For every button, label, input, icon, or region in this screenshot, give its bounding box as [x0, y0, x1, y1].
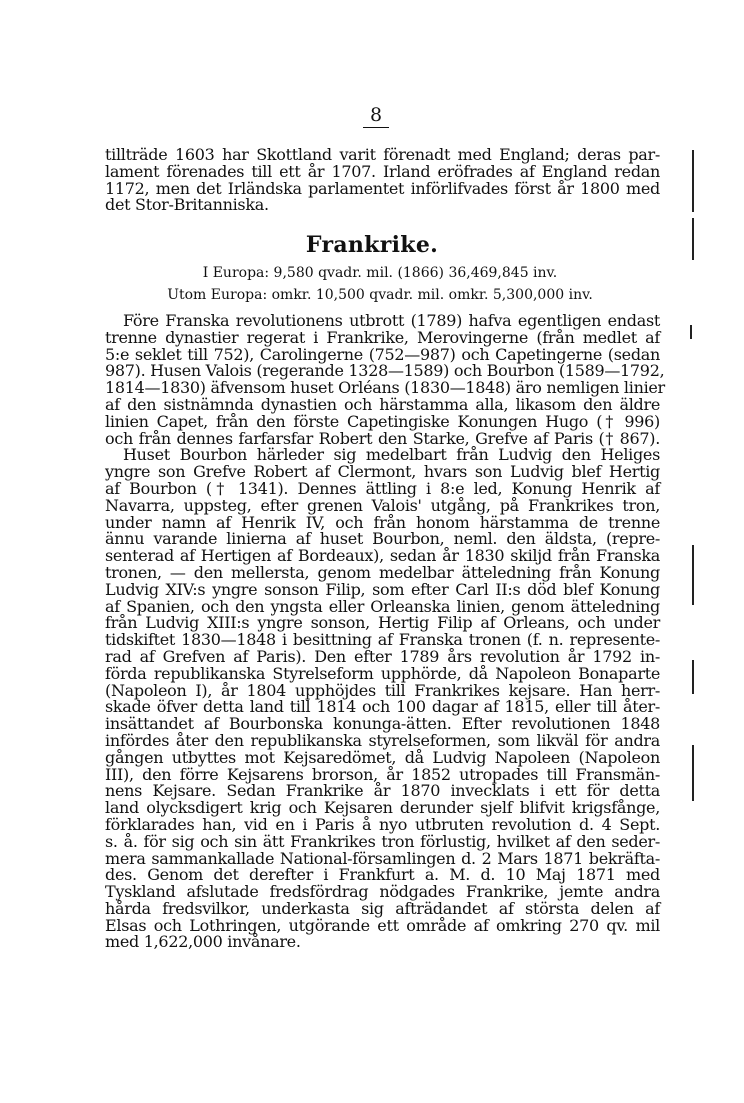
margin-mark: [692, 545, 694, 605]
text-line: Ludvig XIV:s yngre sonson Filip, som efter Carl II:s död blef Konung: [105, 579, 660, 599]
text-line: des. Genom det derefter i Frankfurt a. M. d. 10 Maj 1871 med: [105, 865, 660, 885]
text-line: (Napoleon I), år 1804 upphöjdes till Frankrikes kejsare. Han herr-: [105, 680, 660, 700]
text-line: 1172, men det Irländska parlamentet införlifvades först år 1800 med: [105, 178, 660, 198]
margin-mark: [692, 660, 694, 694]
text-line: af Bourbon († 1341). Dennes ättling i 8:e led, Konung Henrik af: [105, 478, 660, 498]
text-line: infördes åter den republikanska styrelseformen, som likväl för andra: [105, 730, 660, 750]
text-line: och från dennes farfarsfar Robert den Starke, Grefve af Paris († 867).: [105, 428, 660, 448]
text-line: senterad af Hertigen af Bordeaux), sedan år 1830 skiljd från Franska: [105, 546, 660, 566]
text-line: med 1,622,000 invånare.: [105, 932, 301, 952]
text-line: af Spanien, och den yngsta eller Orleanska linien, genom ätteledning: [105, 596, 660, 616]
margin-mark: [692, 218, 694, 260]
margin-mark: [692, 150, 694, 212]
margin-mark: [690, 325, 692, 339]
page-number-text: 8: [363, 104, 389, 128]
text-line: nens Kejsare. Sedan Frankrike år 1870 invecklats i ett för detta: [105, 781, 660, 801]
text-line: 1814—1830) äfvensom huset Orléans (1830—1848) äro nemligen linier: [105, 378, 665, 398]
text-line: land olycksdigert krig och Kejsaren derunder sjelf blifvit krigsfånge,: [105, 798, 660, 818]
text-line: tillträde 1603 har Skottland varit förenadt med England; deras par-: [105, 145, 660, 164]
text-line: Före Franska revolutionens utbrott (1789) hafva egentligen endast: [123, 311, 660, 330]
text-line: ännu varande linierna af huset Bourbon, neml. den äldsta, (repre-: [105, 529, 660, 549]
text-line: rad af Grefven af Paris). Den efter 1789 års revolution år 1792 in-: [105, 646, 660, 666]
stats-europe: I Europa: 9,580 qvadr. mil. (1866) 36,469,845 inv.: [202, 265, 558, 281]
text-line: 5:e seklet till 752), Carolingerne (752—987) och Capetingerne (sedan: [105, 344, 660, 364]
text-line: skade öfver detta land till 1814 och 100 dagar af 1815, eller till åter-: [105, 697, 660, 717]
stats-outside-europe: Utom Europa: omkr. 10,500 qvadr. mil. omkr. 5,300,000 inv.: [167, 287, 593, 303]
text-line: trenne dynastier regerat i Frankrike, Merovingerne (från medlet af: [105, 327, 660, 347]
text-line: yngre son Grefve Robert af Clermont, hvars son Ludvig blef Hertig: [105, 462, 660, 482]
intro-paragraph: [105, 147, 660, 214]
text-line: linien Capet, från den förste Capetingiske Konungen Hugo († 996): [105, 411, 660, 431]
text-line: Navarra, uppsteg, efter grenen Valois' utgång, på Frankrikes tron,: [105, 495, 660, 515]
text-line: under namn af Henrik IV, och från honom härstamma de trenne: [105, 512, 660, 532]
text-line: lament förenades till ett år 1707. Irland eröfrades af England redan: [105, 161, 660, 181]
text-line: Huset Bourbon härleder sig medelbart från Ludvig den Heliges: [123, 445, 660, 465]
margin-mark: [692, 745, 694, 801]
body-paragraph: [105, 311, 665, 952]
page-number: [0, 104, 744, 128]
text-line: förklarades han, vid en i Paris å nyo utbruten revolution d. 4 Sept.: [105, 814, 660, 834]
text-line: förda republikanska Styrelseform upphörde, då Napoleon Bonaparte: [105, 663, 660, 683]
text-line: s. å. för sig och sin ätt Frankrikes tron förlustig, hvilket af den seder-: [105, 831, 660, 851]
text-line: III), den förre Kejsarens brorson, år 1852 utropades till Fransmän-: [105, 764, 660, 784]
text-line: mera sammankallade National-församlingen d. 2 Mars 1871 bekräfta-: [105, 848, 660, 868]
text-line: gången utbyttes mot Kejsaredömet, då Ludvig Napoleen (Napoleon: [105, 747, 660, 767]
text-line: 987). Husen Valois (regerande 1328—1589) och Bourbon (1589—1792,: [105, 361, 665, 381]
text-line: Tyskland afslutade fredsfördrag nödgades Frankrike, jemte andra: [105, 882, 660, 902]
text-line: hårda fredsvilkor, underkasta sig afträdandet af största delen af: [105, 898, 660, 918]
text-line: tronen, — den mellersta, genom medelbar ätteledning från Konung: [105, 562, 660, 582]
text-line: det Stor-Britanniska.: [105, 195, 269, 215]
text-line: från Ludvig XIII:s yngre sonson, Hertig Filip af Orleans, och under: [105, 613, 660, 633]
text-line: tidskiftet 1830—1848 i besittning af Franska tronen (f. n. represente-: [105, 630, 660, 650]
text-line: Elsas och Lothringen, utgörande ett område af omkring 270 qv. mil: [105, 915, 660, 935]
section-heading: Frankrike.: [305, 232, 439, 258]
text-line: af den sistnämnda dynastien och härstamma alla, likasom den äldre: [105, 394, 660, 414]
text-line: insättandet af Bourbonska konunga-ätten. Efter revolutionen 1848: [105, 714, 660, 734]
